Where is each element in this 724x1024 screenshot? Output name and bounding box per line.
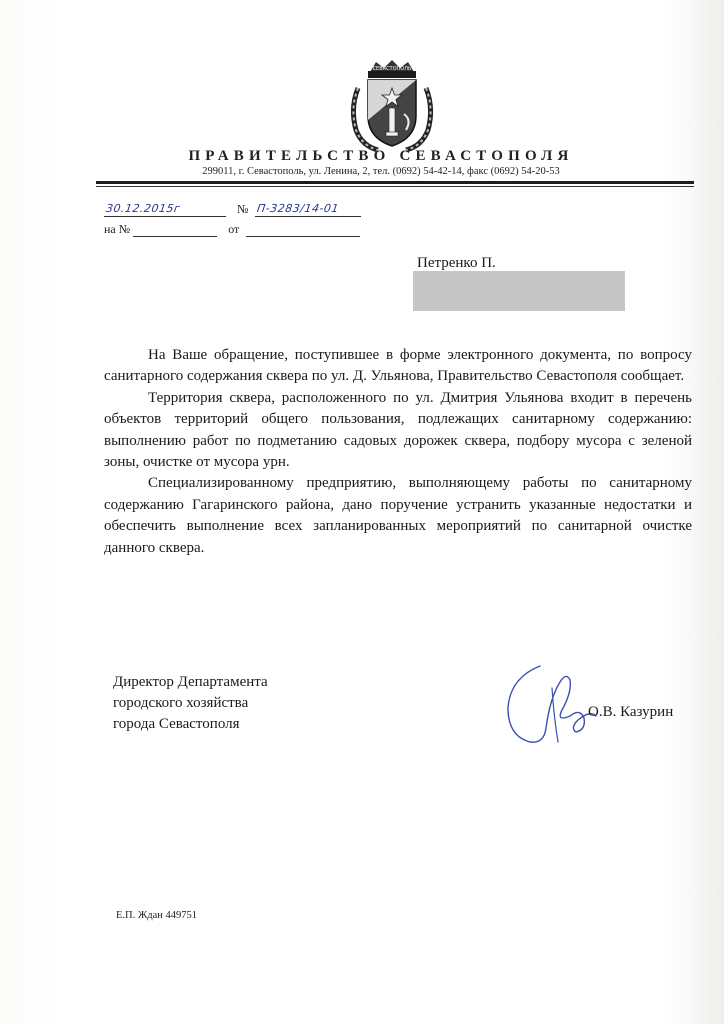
- signatory-position: [113, 672, 268, 735]
- body-paragraph: На Ваше обращение, поступившее в форме электронного документа, по вопросу санитарного содержания сквера по ул. Д. Ульянова, Правительство Севастополя сообщает.: [104, 347, 692, 385]
- registration-row-outgoing: [104, 202, 361, 217]
- letter-body: [104, 345, 692, 559]
- outgoing-date-handwritten: 30.12.2015г: [105, 202, 182, 215]
- position-line: Директор Департамента: [113, 674, 268, 690]
- reference-number-field: [133, 223, 217, 237]
- sevastopol-coat-of-arms-icon: [348, 58, 436, 154]
- executor-info: Е.П. Ждан 449751: [116, 910, 198, 921]
- svg-text:СЕВАСТОПОЛЬ: СЕВАСТОПОЛЬ: [372, 66, 412, 72]
- position-line: городского хозяйства: [113, 695, 249, 711]
- government-title: ПРАВИТЕЛЬСТВО СЕВАСТОПОЛЯ: [188, 148, 574, 164]
- registration-row-reference: [104, 222, 360, 237]
- signatory-name: О.В. Казурин: [588, 704, 674, 720]
- outgoing-date-field: [104, 203, 226, 217]
- body-paragraph: Территория сквера, расположенного по ул. Дмитрия Ульянова входит в перечень объектов территорий общего пользования, подлежащих санитарному содержанию: выполнению работ по подметанию садовых дорожек сквера, подбору мусора с зеленой зоны, очистке от мусора урн.: [104, 389, 692, 471]
- reference-date-field: [246, 223, 360, 237]
- recipient-name: Петренко П.: [417, 255, 496, 271]
- body-paragraph: Специализированному предприятию, выполняющему работы по санитарному содержанию Гагаринского района, дано поручение устранить указанные недостатки и обеспечить выполнение всех запланированных мероприятий по санитарной очистке данного сквера.: [104, 475, 692, 556]
- government-address: 299011, г. Севастополь, ул. Ленина, 2, тел. (0692) 54-42-14, факс (0692) 54-20-53: [202, 166, 560, 177]
- outgoing-number-handwritten: П-3283/14-01: [256, 202, 341, 215]
- outgoing-number-field: [255, 203, 361, 217]
- reference-number-label: на №: [104, 222, 131, 236]
- reference-from-label: от: [228, 222, 240, 236]
- header-rule-thin: [96, 186, 694, 187]
- position-line: города Севастополя: [113, 716, 240, 732]
- header-rule-thick: [96, 181, 694, 184]
- redacted-address: [413, 271, 625, 311]
- number-label: №: [237, 202, 249, 216]
